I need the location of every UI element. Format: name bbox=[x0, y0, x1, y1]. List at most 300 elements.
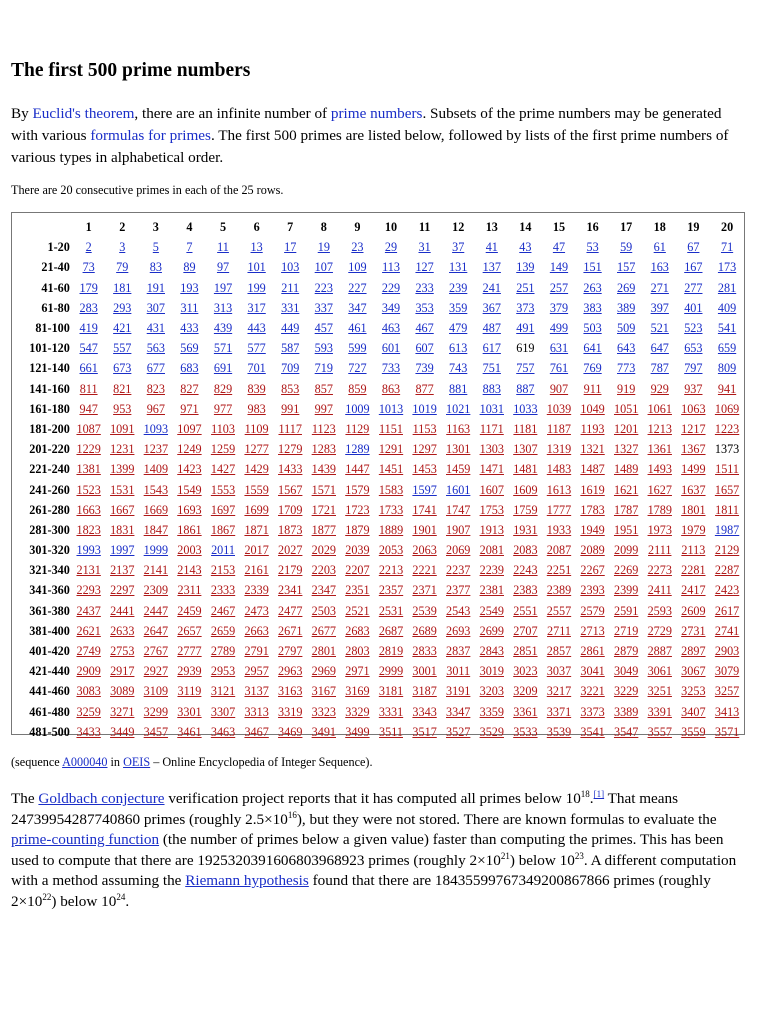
prime-cell[interactable] bbox=[273, 298, 307, 318]
prime-value[interactable]: 2939 bbox=[177, 664, 202, 679]
prime-cell[interactable] bbox=[240, 722, 274, 742]
prime-cell[interactable] bbox=[173, 358, 207, 378]
prime-value[interactable]: 1663 bbox=[76, 502, 101, 517]
prime-cell[interactable] bbox=[609, 641, 643, 661]
prime-cell[interactable] bbox=[105, 641, 139, 661]
prime-value[interactable]: 379 bbox=[549, 300, 569, 315]
prime-cell[interactable] bbox=[341, 338, 375, 358]
prime-cell[interactable] bbox=[677, 358, 711, 378]
prime-value[interactable]: 2237 bbox=[446, 563, 471, 578]
prime-value[interactable]: 233 bbox=[415, 280, 434, 295]
prime-value[interactable]: 1879 bbox=[345, 522, 370, 537]
prime-cell[interactable] bbox=[341, 641, 375, 661]
prime-cell[interactable] bbox=[677, 399, 711, 419]
prime-value[interactable]: 2203 bbox=[311, 563, 336, 578]
prime-cell[interactable] bbox=[374, 379, 408, 399]
prime-value[interactable]: 1627 bbox=[647, 482, 672, 497]
prime-cell[interactable] bbox=[139, 298, 173, 318]
prime-cell[interactable] bbox=[509, 257, 543, 277]
prime-value[interactable]: 3137 bbox=[244, 684, 269, 699]
prime-cell[interactable] bbox=[441, 379, 475, 399]
prime-value[interactable]: 809 bbox=[717, 361, 737, 376]
prime-cell[interactable] bbox=[72, 358, 106, 378]
prime-value[interactable]: 17 bbox=[284, 240, 297, 255]
prime-value[interactable]: 2137 bbox=[110, 563, 135, 578]
prime-value[interactable]: 1097 bbox=[177, 421, 202, 436]
prime-cell[interactable] bbox=[576, 278, 610, 298]
prime-cell[interactable] bbox=[710, 702, 744, 722]
prime-value[interactable]: 2719 bbox=[613, 623, 639, 638]
prime-value[interactable]: 2633 bbox=[110, 623, 135, 638]
prime-cell[interactable] bbox=[173, 439, 207, 459]
formulas-for-primes-link[interactable]: formulas for primes bbox=[90, 127, 211, 144]
prime-value[interactable]: 487 bbox=[482, 321, 501, 336]
prime-value[interactable]: 3251 bbox=[647, 684, 672, 699]
riemann-hypothesis-link[interactable]: Riemann hypothesis bbox=[185, 872, 309, 889]
prime-value[interactable]: 2447 bbox=[143, 603, 169, 618]
prime-cell[interactable] bbox=[341, 681, 375, 701]
prime-cell[interactable] bbox=[408, 681, 442, 701]
prime-value[interactable]: 2089 bbox=[580, 543, 605, 558]
prime-value[interactable]: 1447 bbox=[345, 462, 370, 477]
prime-value[interactable]: 2879 bbox=[613, 644, 639, 659]
prime-cell[interactable] bbox=[273, 237, 307, 257]
prime-cell[interactable] bbox=[542, 318, 576, 338]
prime-value[interactable]: 2767 bbox=[143, 644, 169, 659]
prime-cell[interactable] bbox=[341, 399, 375, 419]
prime-value[interactable]: 2459 bbox=[177, 603, 202, 618]
prime-value[interactable]: 1999 bbox=[143, 543, 169, 558]
prime-value[interactable]: 857 bbox=[314, 381, 333, 396]
prime-cell[interactable] bbox=[643, 479, 677, 499]
prime-cell[interactable] bbox=[677, 298, 711, 318]
prime-value[interactable]: 2441 bbox=[110, 603, 135, 618]
prime-cell[interactable] bbox=[542, 338, 576, 358]
prime-value[interactable]: 2689 bbox=[412, 623, 437, 638]
prime-value[interactable]: 1783 bbox=[580, 502, 605, 517]
prime-cell[interactable] bbox=[206, 399, 240, 419]
prime-cell[interactable] bbox=[307, 338, 341, 358]
prime-value[interactable]: 983 bbox=[247, 401, 266, 416]
prime-value[interactable]: 1069 bbox=[714, 401, 740, 416]
prime-value[interactable]: 2551 bbox=[513, 603, 538, 618]
prime-value[interactable]: 1543 bbox=[143, 482, 169, 497]
prime-value[interactable]: 1597 bbox=[412, 482, 437, 497]
prime-cell[interactable] bbox=[643, 722, 677, 742]
prime-cell[interactable] bbox=[72, 661, 106, 681]
prime-value[interactable]: 751 bbox=[482, 361, 501, 376]
prime-value[interactable]: 433 bbox=[180, 321, 199, 336]
prime-cell[interactable] bbox=[206, 379, 240, 399]
prime-cell[interactable] bbox=[576, 580, 610, 600]
prime-cell[interactable] bbox=[677, 601, 711, 621]
prime-value[interactable]: 1951 bbox=[613, 522, 639, 537]
prime-cell[interactable] bbox=[710, 560, 744, 580]
prime-cell[interactable] bbox=[542, 479, 576, 499]
prime-cell[interactable] bbox=[240, 621, 274, 641]
prime-cell[interactable] bbox=[441, 479, 475, 499]
prime-value[interactable]: 449 bbox=[281, 321, 300, 336]
prime-cell[interactable] bbox=[677, 278, 711, 298]
prime-value[interactable]: 3 bbox=[119, 240, 126, 255]
prime-cell[interactable] bbox=[105, 601, 139, 621]
prime-cell[interactable] bbox=[475, 702, 509, 722]
prime-cell[interactable] bbox=[475, 681, 509, 701]
prime-value[interactable]: 563 bbox=[146, 341, 165, 356]
prime-cell[interactable] bbox=[643, 278, 677, 298]
prime-cell[interactable] bbox=[374, 459, 408, 479]
prime-value[interactable]: 3571 bbox=[714, 724, 740, 739]
prime-value[interactable]: 79 bbox=[116, 260, 129, 275]
prime-cell[interactable] bbox=[710, 338, 744, 358]
prime-value[interactable]: 1289 bbox=[345, 442, 370, 457]
prime-value[interactable]: 1301 bbox=[446, 442, 471, 457]
prime-cell[interactable] bbox=[710, 580, 744, 600]
prime-value[interactable]: 1721 bbox=[311, 502, 336, 517]
prime-value[interactable]: 3259 bbox=[76, 704, 101, 719]
prime-value[interactable]: 1607 bbox=[479, 482, 504, 497]
prime-cell[interactable] bbox=[139, 237, 173, 257]
prime-cell[interactable] bbox=[139, 722, 173, 742]
prime-value[interactable]: 89 bbox=[183, 260, 196, 275]
prime-cell[interactable] bbox=[441, 702, 475, 722]
prime-cell[interactable] bbox=[72, 479, 106, 499]
prime-value[interactable]: 2693 bbox=[446, 623, 471, 638]
prime-value[interactable]: 991 bbox=[281, 401, 300, 416]
prime-cell[interactable] bbox=[677, 257, 711, 277]
prime-cell[interactable] bbox=[341, 459, 375, 479]
prime-cell[interactable] bbox=[441, 500, 475, 520]
prime-cell[interactable] bbox=[72, 318, 106, 338]
prime-value[interactable]: 1777 bbox=[546, 502, 572, 517]
prime-value[interactable]: 1117 bbox=[278, 421, 302, 436]
prime-value[interactable]: 547 bbox=[79, 341, 98, 356]
prime-value[interactable]: 1997 bbox=[110, 543, 135, 558]
prime-cell[interactable] bbox=[475, 560, 509, 580]
prime-cell[interactable] bbox=[609, 661, 643, 681]
prime-cell[interactable] bbox=[206, 278, 240, 298]
prime-value[interactable]: 263 bbox=[583, 280, 602, 295]
prime-cell[interactable] bbox=[173, 540, 207, 560]
prime-value[interactable]: 941 bbox=[717, 381, 737, 396]
prime-cell[interactable] bbox=[72, 459, 106, 479]
prime-value[interactable]: 3359 bbox=[479, 704, 504, 719]
prime-value[interactable]: 3181 bbox=[378, 684, 404, 699]
prime-cell[interactable] bbox=[609, 379, 643, 399]
prime-cell[interactable] bbox=[173, 318, 207, 338]
prime-cell[interactable] bbox=[307, 702, 341, 722]
prime-value[interactable]: 509 bbox=[617, 321, 636, 336]
prime-value[interactable]: 1171 bbox=[479, 421, 504, 436]
prime-value[interactable]: 3119 bbox=[177, 684, 202, 699]
prime-cell[interactable] bbox=[408, 601, 442, 621]
prime-value[interactable]: 761 bbox=[549, 361, 569, 376]
prime-value[interactable]: 967 bbox=[146, 401, 165, 416]
prime-cell[interactable] bbox=[441, 661, 475, 681]
prime-value[interactable]: 2591 bbox=[613, 603, 639, 618]
prime-cell[interactable] bbox=[441, 621, 475, 641]
prime-value[interactable]: 2389 bbox=[546, 583, 572, 598]
prime-cell[interactable] bbox=[374, 702, 408, 722]
prime-value[interactable]: 2797 bbox=[278, 644, 303, 659]
prime-cell[interactable] bbox=[374, 257, 408, 277]
prime-cell[interactable] bbox=[509, 459, 543, 479]
prime-value[interactable]: 1279 bbox=[278, 442, 303, 457]
prime-value[interactable]: 1583 bbox=[378, 482, 404, 497]
prime-cell[interactable] bbox=[677, 621, 711, 641]
prime-value[interactable]: 1283 bbox=[311, 442, 336, 457]
prime-value[interactable]: 3323 bbox=[311, 704, 336, 719]
prime-cell[interactable] bbox=[307, 399, 341, 419]
prime-value[interactable]: 1297 bbox=[412, 442, 437, 457]
prime-cell[interactable] bbox=[105, 459, 139, 479]
prime-cell[interactable] bbox=[710, 298, 744, 318]
prime-value[interactable]: 3217 bbox=[546, 684, 572, 699]
prime-cell[interactable] bbox=[509, 358, 543, 378]
prime-cell[interactable] bbox=[475, 580, 509, 600]
prime-value[interactable]: 271 bbox=[650, 280, 669, 295]
prime-cell[interactable] bbox=[441, 681, 475, 701]
prime-cell[interactable] bbox=[72, 298, 106, 318]
prime-value[interactable]: 1877 bbox=[311, 522, 336, 537]
prime-value[interactable]: 2579 bbox=[580, 603, 605, 618]
prime-cell[interactable] bbox=[139, 318, 173, 338]
prime-value[interactable]: 3257 bbox=[714, 684, 740, 699]
prime-value[interactable]: 1733 bbox=[378, 502, 404, 517]
prime-cell[interactable] bbox=[609, 560, 643, 580]
prime-value[interactable]: 1493 bbox=[647, 462, 672, 477]
prime-cell[interactable] bbox=[307, 661, 341, 681]
prime-value[interactable]: 2777 bbox=[177, 644, 202, 659]
prime-value[interactable]: 167 bbox=[684, 260, 703, 275]
prime-value[interactable]: 3559 bbox=[681, 724, 706, 739]
prime-cell[interactable] bbox=[677, 580, 711, 600]
prime-cell[interactable] bbox=[509, 399, 543, 419]
prime-cell[interactable] bbox=[139, 520, 173, 540]
prime-cell[interactable] bbox=[72, 580, 106, 600]
prime-value[interactable]: 1051 bbox=[613, 401, 639, 416]
prime-value[interactable]: 1249 bbox=[177, 442, 202, 457]
prime-value[interactable]: 1291 bbox=[378, 442, 404, 457]
prime-value[interactable]: 457 bbox=[314, 321, 333, 336]
prime-cell[interactable] bbox=[240, 520, 274, 540]
prime-value[interactable]: 2113 bbox=[681, 543, 706, 558]
prime-cell[interactable] bbox=[710, 520, 744, 540]
prime-cell[interactable] bbox=[643, 520, 677, 540]
prime-cell[interactable] bbox=[105, 298, 139, 318]
prime-value[interactable]: 1901 bbox=[412, 522, 437, 537]
prime-cell[interactable] bbox=[206, 580, 240, 600]
prime-cell[interactable] bbox=[374, 358, 408, 378]
prime-value[interactable]: 1459 bbox=[446, 462, 471, 477]
prime-cell[interactable] bbox=[609, 278, 643, 298]
prime-cell[interactable] bbox=[307, 237, 341, 257]
prime-value[interactable]: 2153 bbox=[210, 563, 236, 578]
prime-value[interactable]: 47 bbox=[552, 240, 566, 255]
prime-value[interactable]: 181 bbox=[113, 280, 132, 295]
prime-cell[interactable] bbox=[72, 379, 106, 399]
prime-cell[interactable] bbox=[609, 601, 643, 621]
prime-cell[interactable] bbox=[677, 702, 711, 722]
prime-cell[interactable] bbox=[273, 661, 307, 681]
oeis-link[interactable]: OEIS bbox=[123, 755, 151, 769]
prime-cell[interactable] bbox=[139, 358, 173, 378]
prime-value[interactable]: 1487 bbox=[580, 462, 605, 477]
prime-value[interactable]: 1201 bbox=[613, 421, 639, 436]
prime-value[interactable]: 757 bbox=[516, 361, 535, 376]
prime-cell[interactable] bbox=[710, 257, 744, 277]
prime-cell[interactable] bbox=[576, 621, 610, 641]
prime-cell[interactable] bbox=[307, 298, 341, 318]
prime-cell[interactable] bbox=[206, 479, 240, 499]
prime-value[interactable]: 2269 bbox=[613, 563, 639, 578]
prime-cell[interactable] bbox=[273, 601, 307, 621]
prime-cell[interactable] bbox=[72, 419, 106, 439]
prime-cell[interactable] bbox=[408, 419, 442, 439]
prime-value[interactable]: 197 bbox=[213, 280, 233, 295]
prime-value[interactable]: 3413 bbox=[714, 704, 740, 719]
prime-cell[interactable] bbox=[576, 681, 610, 701]
prime-value[interactable]: 2897 bbox=[681, 644, 706, 659]
prime-value[interactable]: 3541 bbox=[580, 724, 605, 739]
prime-value[interactable]: 11 bbox=[217, 240, 229, 255]
prime-cell[interactable] bbox=[307, 641, 341, 661]
prime-cell[interactable] bbox=[475, 237, 509, 257]
prime-value[interactable]: 1163 bbox=[446, 421, 471, 436]
prime-cell[interactable] bbox=[240, 479, 274, 499]
prime-cell[interactable] bbox=[710, 278, 744, 298]
prime-cell[interactable] bbox=[206, 459, 240, 479]
prime-cell[interactable] bbox=[710, 601, 744, 621]
prime-cell[interactable] bbox=[710, 661, 744, 681]
prime-cell[interactable] bbox=[576, 237, 610, 257]
prime-value[interactable]: 1987 bbox=[714, 522, 740, 537]
prime-cell[interactable] bbox=[105, 560, 139, 580]
prime-value[interactable]: 1867 bbox=[210, 522, 236, 537]
prime-value[interactable]: 2011 bbox=[211, 543, 235, 558]
prime-value[interactable]: 2477 bbox=[278, 603, 303, 618]
prime-cell[interactable] bbox=[441, 257, 475, 277]
prime-cell[interactable] bbox=[710, 500, 744, 520]
prime-value[interactable]: 227 bbox=[348, 280, 367, 295]
prime-value[interactable]: 977 bbox=[213, 401, 233, 416]
prime-value[interactable]: 827 bbox=[180, 381, 199, 396]
prime-value[interactable]: 3529 bbox=[479, 724, 504, 739]
prime-cell[interactable] bbox=[139, 681, 173, 701]
prime-value[interactable]: 2281 bbox=[681, 563, 706, 578]
prime-value[interactable]: 2083 bbox=[513, 543, 538, 558]
prime-cell[interactable] bbox=[643, 681, 677, 701]
prime-cell[interactable] bbox=[509, 237, 543, 257]
prime-value[interactable]: 2417 bbox=[681, 583, 706, 598]
prime-value[interactable]: 1103 bbox=[211, 421, 235, 436]
euclid-theorem-link[interactable]: Euclid's theorem bbox=[32, 105, 135, 122]
prime-cell[interactable] bbox=[72, 601, 106, 621]
prime-value[interactable]: 1327 bbox=[613, 442, 639, 457]
prime-cell[interactable] bbox=[408, 298, 442, 318]
prime-cell[interactable] bbox=[475, 661, 509, 681]
prime-value[interactable]: 3169 bbox=[345, 684, 370, 699]
prime-cell[interactable] bbox=[240, 641, 274, 661]
prime-cell[interactable] bbox=[677, 520, 711, 540]
prime-cell[interactable] bbox=[576, 439, 610, 459]
prime-value[interactable]: 2411 bbox=[647, 583, 672, 598]
prime-value[interactable]: 199 bbox=[247, 280, 266, 295]
prime-cell[interactable] bbox=[206, 681, 240, 701]
prime-value[interactable]: 179 bbox=[79, 280, 98, 295]
prime-cell[interactable] bbox=[273, 580, 307, 600]
prime-cell[interactable] bbox=[509, 419, 543, 439]
prime-cell[interactable] bbox=[542, 601, 576, 621]
prime-cell[interactable] bbox=[677, 459, 711, 479]
prime-value[interactable]: 1217 bbox=[681, 421, 706, 436]
prime-value[interactable]: 1187 bbox=[547, 421, 571, 436]
prime-value[interactable]: 331 bbox=[281, 300, 300, 315]
prime-value[interactable]: 593 bbox=[314, 341, 333, 356]
prime-cell[interactable] bbox=[105, 621, 139, 641]
prime-cell[interactable] bbox=[509, 500, 543, 520]
prime-cell[interactable] bbox=[173, 257, 207, 277]
prime-cell[interactable] bbox=[173, 520, 207, 540]
prime-value[interactable]: 3011 bbox=[446, 664, 471, 679]
prime-value[interactable]: 2647 bbox=[143, 623, 169, 638]
prime-value[interactable]: 2791 bbox=[244, 644, 269, 659]
prime-value[interactable]: 29 bbox=[384, 240, 398, 255]
prime-value[interactable]: 971 bbox=[180, 401, 199, 416]
prime-cell[interactable] bbox=[475, 540, 509, 560]
prime-value[interactable]: 787 bbox=[650, 361, 669, 376]
prime-cell[interactable] bbox=[173, 399, 207, 419]
prime-cell[interactable] bbox=[643, 399, 677, 419]
prime-cell[interactable] bbox=[240, 560, 274, 580]
prime-cell[interactable] bbox=[677, 500, 711, 520]
prime-value[interactable]: 1913 bbox=[479, 522, 504, 537]
prime-value[interactable]: 907 bbox=[549, 381, 569, 396]
prime-value[interactable]: 541 bbox=[717, 321, 737, 336]
prime-value[interactable]: 661 bbox=[79, 361, 98, 376]
prime-value[interactable]: 2239 bbox=[479, 563, 504, 578]
prime-cell[interactable] bbox=[72, 722, 106, 742]
prime-value[interactable]: 683 bbox=[180, 361, 199, 376]
prime-value[interactable]: 269 bbox=[617, 280, 636, 295]
prime-cell[interactable] bbox=[341, 621, 375, 641]
prime-value[interactable]: 1811 bbox=[715, 502, 740, 517]
prime-value[interactable]: 1693 bbox=[177, 502, 202, 517]
prime-value[interactable]: 1973 bbox=[647, 522, 672, 537]
prime-cell[interactable] bbox=[139, 459, 173, 479]
prime-cell[interactable] bbox=[609, 459, 643, 479]
prime-value[interactable]: 3457 bbox=[143, 724, 169, 739]
prime-value[interactable]: 3121 bbox=[210, 684, 236, 699]
prime-value[interactable]: 3089 bbox=[110, 684, 135, 699]
prime-cell[interactable] bbox=[341, 479, 375, 499]
prime-cell[interactable] bbox=[441, 722, 475, 742]
prime-value[interactable]: 2143 bbox=[177, 563, 202, 578]
prime-value[interactable]: 137 bbox=[482, 260, 501, 275]
prime-cell[interactable] bbox=[307, 520, 341, 540]
prime-value[interactable]: 283 bbox=[79, 300, 98, 315]
prime-cell[interactable] bbox=[105, 681, 139, 701]
prime-cell[interactable] bbox=[609, 237, 643, 257]
prime-cell[interactable] bbox=[105, 540, 139, 560]
prime-value[interactable]: 1567 bbox=[278, 482, 303, 497]
prime-cell[interactable] bbox=[173, 459, 207, 479]
prime-value[interactable]: 2683 bbox=[345, 623, 370, 638]
prime-cell[interactable] bbox=[240, 702, 274, 722]
prime-value[interactable]: 2029 bbox=[311, 543, 336, 558]
prime-value[interactable]: 3271 bbox=[110, 704, 135, 719]
prime-cell[interactable] bbox=[710, 419, 744, 439]
